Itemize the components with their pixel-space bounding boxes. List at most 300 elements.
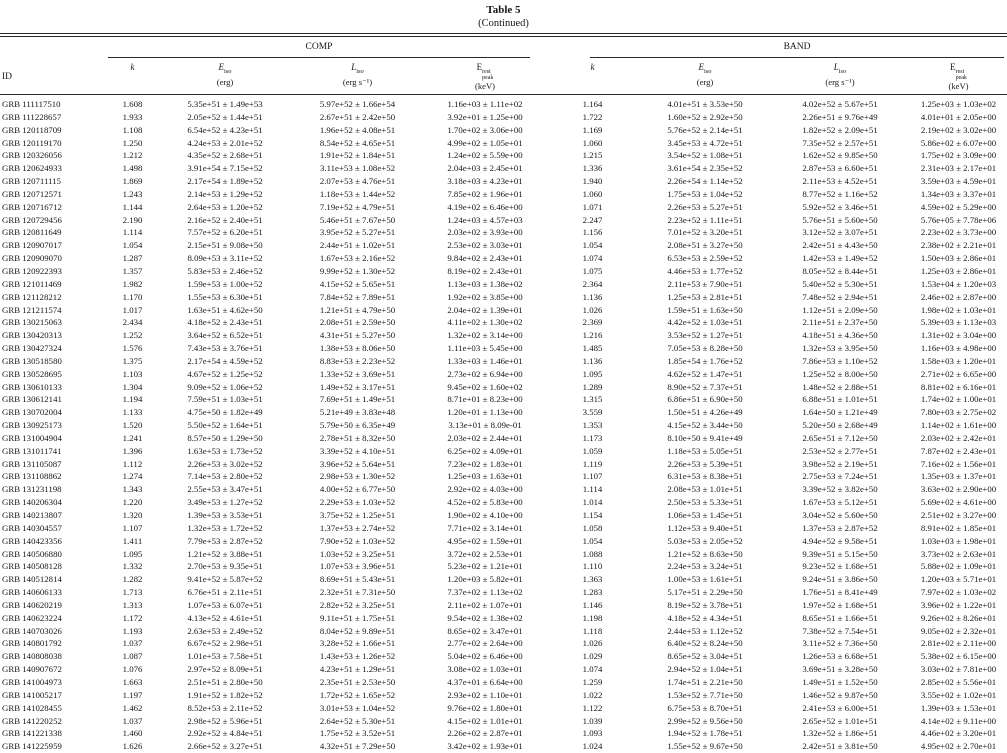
- comp-eiso: 8.57e+50 ± 1.29e+50: [187, 432, 263, 443]
- comp-liso: 9.99e+52 ± 1.30e+52: [319, 265, 396, 276]
- band-liso: 3.12e+52 ± 3.07e+51: [802, 227, 878, 238]
- comp-epeak: 1.20e+01 ± 1.13e+00: [447, 407, 523, 418]
- band-eiso: 2.99e+52 ± 9.56e+50: [667, 715, 743, 726]
- comp-k: 1.933: [122, 111, 143, 122]
- comp-epeak: 3.08e+02 ± 1.03e+01: [447, 664, 523, 675]
- grb-id: GRB 131004904: [2, 432, 62, 443]
- band-k: 1.485: [582, 343, 603, 354]
- band-liso: 1.97e+52 ± 1.68e+51: [802, 599, 878, 610]
- table-row: [0, 522, 1007, 535]
- comp-liso: 2.35e+51 ± 2.53e+50: [319, 676, 396, 687]
- band-eiso: 6.40e+52 ± 8.24e+50: [667, 638, 743, 649]
- comp-eiso: 2.15e+51 ± 9.08e+50: [187, 240, 263, 251]
- comp-liso: 2.98e+53 ± 1.30e+52: [319, 471, 396, 482]
- comp-eiso: 1.21e+52 ± 3.88e+51: [187, 548, 263, 559]
- comp-epeak: 3.92e+01 ± 1.25e+00: [447, 111, 523, 122]
- band-epeak: 1.25e+03 ± 1.03e+02: [920, 99, 997, 109]
- col-comp-eiso: $E_{iso}$ (erg): [160, 59, 290, 95]
- band-epeak: 5.86e+02 ± 6.07e+00: [920, 137, 997, 148]
- band-epeak: 1.39e+03 ± 1.53e+01: [920, 702, 997, 713]
- band-epeak: 1.53e+04 ± 1.20e+03: [920, 278, 997, 289]
- table-row: [0, 381, 1007, 394]
- grb-id: GRB 130215063: [2, 317, 62, 328]
- comp-liso: 7.19e+52 ± 4.79e+51: [319, 201, 396, 212]
- band-eiso: 6.31e+53 ± 8.38e+51: [667, 471, 743, 482]
- band-eiso: 6.75e+53 ± 8.70e+51: [667, 702, 743, 713]
- comp-liso: 3.75e+52 ± 1.25e+51: [319, 510, 396, 520]
- band-eiso: 3.61e+54 ± 2.35e+52: [667, 163, 743, 174]
- comp-epeak: 1.70e+02 ± 3.06e+00: [447, 124, 523, 135]
- comp-eiso: 2.05e+52 ± 1.44e+51: [187, 111, 263, 122]
- band-epeak: 2.31e+03 ± 2.17e+01: [920, 163, 997, 174]
- table-row: [0, 316, 1007, 329]
- comp-k: 1.320: [122, 510, 143, 520]
- comp-eiso: 1.55e+53 ± 6.30e+51: [187, 291, 263, 302]
- comp-liso: 1.03e+52 ± 3.25e+51: [319, 548, 396, 559]
- comp-eiso: 6.54e+52 ± 4.23e+51: [187, 124, 263, 135]
- comp-liso: 1.75e+52 ± 3.52e+51: [319, 728, 396, 739]
- table-row: [0, 265, 1007, 278]
- band-epeak: 7.80e+03 ± 2.75e+02: [920, 407, 997, 418]
- comp-epeak: 8.65e+02 ± 3.47e+01: [447, 625, 523, 636]
- comp-eiso: 3.49e+53 ± 1.27e+52: [187, 497, 263, 508]
- comp-liso: 3.95e+52 ± 5.27e+51: [319, 227, 396, 238]
- band-eiso: 4.46e+53 ± 1.77e+52: [667, 265, 743, 276]
- table-row: [0, 291, 1007, 304]
- band-liso: 7.38e+52 ± 7.54e+51: [802, 625, 878, 636]
- band-k: 1.353: [582, 420, 603, 431]
- comp-epeak: 1.11e+03 ± 5.45e+00: [447, 343, 523, 354]
- table-row: [0, 124, 1007, 137]
- grb-id: GRB 140304557: [2, 522, 62, 533]
- comp-eiso: 2.26e+53 ± 3.02e+52: [187, 458, 263, 469]
- comp-k: 1.460: [122, 728, 143, 739]
- grb-id: GRB 130925173: [2, 420, 62, 431]
- comp-epeak: 9.76e+02 ± 1.80e+01: [447, 702, 523, 713]
- band-k: 1.058: [582, 522, 603, 533]
- comp-eiso: 5.83e+53 ± 2.46e+52: [187, 265, 263, 276]
- comp-epeak: 5.04e+02 ± 6.46e+00: [447, 651, 523, 662]
- comp-k: 2.190: [122, 214, 143, 225]
- band-k: 1.039: [582, 715, 603, 726]
- comp-k: 1.713: [122, 587, 143, 598]
- grb-id: GRB 140703026: [2, 625, 62, 636]
- table-row: [0, 625, 1007, 638]
- band-liso: 1.42e+53 ± 1.49e+52: [802, 253, 878, 264]
- comp-k: 1.170: [122, 291, 143, 302]
- comp-k: 1.462: [122, 702, 143, 713]
- band-liso: 5.92e+52 ± 3.46e+51: [802, 201, 878, 212]
- table-row: [0, 727, 1007, 740]
- band-epeak: 1.74e+02 ± 1.00e+01: [920, 394, 997, 405]
- band-epeak: 5.76e+05 ± 7.78e+06: [920, 214, 997, 225]
- comp-liso: 1.18e+53 ± 1.44e+52: [319, 188, 396, 199]
- comp-epeak: 1.16e+03 ± 1.11e+02: [447, 99, 523, 109]
- comp-k: 1.663: [122, 676, 143, 687]
- grb-id: GRB 130612141: [2, 394, 62, 405]
- band-epeak: 4.46e+02 ± 3.20e+01: [920, 728, 997, 739]
- table-row: [0, 239, 1007, 252]
- comp-k: 1.304: [122, 381, 143, 392]
- comp-epeak: 7.71e+02 ± 3.14e+01: [447, 522, 523, 533]
- grb-id: GRB 121211574: [2, 304, 62, 315]
- grb-id: GRB 141004973: [2, 676, 62, 687]
- comp-k: 1.133: [122, 407, 143, 418]
- comp-k: 1.498: [122, 163, 143, 174]
- band-eiso: 2.11e+53 ± 7.90e+51: [667, 278, 743, 289]
- table-row: [0, 445, 1007, 458]
- comp-liso: 1.49e+52 ± 3.17e+51: [319, 381, 396, 392]
- band-k: 1.071: [582, 201, 603, 212]
- comp-liso: 3.39e+52 ± 4.10e+51: [319, 445, 396, 456]
- comp-eiso: 4.18e+52 ± 2.43e+51: [187, 317, 263, 328]
- band-eiso: 5.76e+52 ± 2.14e+51: [667, 124, 743, 135]
- grb-id: GRB 120716712: [2, 201, 62, 212]
- table-subtitle: (Continued): [478, 18, 529, 29]
- grb-id: GRB 140808038: [2, 651, 62, 662]
- table-row: [0, 355, 1007, 368]
- band-k: 1.283: [582, 587, 603, 598]
- comp-epeak: 1.33e+03 ± 1.46e+01: [447, 355, 523, 366]
- table-row: [0, 406, 1007, 419]
- table-row: [0, 573, 1007, 586]
- band-epeak: 3.73e+02 ± 2.63e+01: [920, 548, 997, 559]
- comp-eiso: 4.75e+50 ± 1.82e+49: [187, 407, 263, 418]
- band-k: 1.722: [582, 111, 603, 122]
- band-liso: 2.87e+53 ± 6.60e+51: [802, 163, 878, 174]
- grb-id: GRB 120922393: [2, 265, 62, 276]
- comp-epeak: 2.11e+02 ± 1.07e+01: [447, 599, 523, 610]
- table-row: [0, 137, 1007, 150]
- comp-epeak: 1.25e+03 ± 1.63e+01: [447, 471, 523, 482]
- comp-liso: 1.33e+52 ± 3.69e+51: [319, 368, 396, 379]
- band-k: 1.940: [582, 176, 603, 187]
- comp-epeak: 1.32e+02 ± 3.14e+00: [447, 330, 523, 341]
- band-eiso: 1.50e+51 ± 4.26e+49: [667, 407, 743, 418]
- comp-epeak: 7.85e+02 ± 1.96e+01: [447, 188, 523, 199]
- group-band-label: BAND: [590, 42, 1004, 58]
- band-k: 2.369: [582, 317, 603, 328]
- band-k: 1.122: [582, 702, 603, 713]
- comp-k: 1.076: [122, 664, 143, 675]
- comp-k: 1.220: [122, 497, 143, 508]
- band-liso: 1.32e+53 ± 3.95e+50: [802, 343, 878, 354]
- band-epeak: 1.03e+03 ± 1.98e+01: [920, 535, 997, 546]
- band-liso: 1.32e+52 ± 1.86e+51: [802, 728, 878, 739]
- band-eiso: 1.74e+51 ± 2.21e+50: [667, 676, 743, 687]
- band-eiso: 8.10e+50 ± 9.41e+49: [667, 432, 743, 443]
- band-eiso: 1.94e+52 ± 1.78e+51: [667, 728, 743, 739]
- comp-liso: 4.32e+51 ± 7.29e+50: [319, 741, 396, 752]
- band-epeak: 2.71e+02 ± 6.65e+00: [920, 368, 997, 379]
- band-k: 1.026: [582, 304, 603, 315]
- band-k: 1.093: [582, 728, 603, 739]
- band-k: 1.363: [582, 574, 603, 585]
- table-row: [0, 149, 1007, 162]
- comp-k: 1.252: [122, 330, 143, 341]
- band-epeak: 1.75e+02 ± 3.09e+00: [920, 150, 997, 161]
- band-epeak: 1.50e+03 ± 2.86e+01: [920, 253, 997, 264]
- band-liso: 4.18e+51 ± 4.36e+50: [802, 330, 878, 341]
- band-liso: 1.48e+52 ± 2.88e+51: [802, 381, 878, 392]
- comp-liso: 1.37e+53 ± 2.74e+52: [319, 522, 396, 533]
- band-epeak: 9.26e+02 ± 8.26e+01: [920, 612, 997, 623]
- band-epeak: 4.01e+01 ± 2.05e+00: [920, 111, 997, 122]
- col-id: ID: [0, 59, 105, 95]
- comp-k: 1.626: [122, 741, 143, 752]
- band-liso: 1.37e+53 ± 2.87e+52: [802, 522, 878, 533]
- comp-eiso: 9.41e+52 ± 5.87e+52: [187, 574, 263, 585]
- comp-epeak: 4.52e+02 ± 5.83e+00: [447, 497, 523, 508]
- band-liso: 1.12e+51 ± 2.09e+50: [802, 304, 878, 315]
- grb-id: GRB 140623224: [2, 612, 62, 623]
- band-liso: 3.69e+51 ± 3.28e+50: [802, 664, 878, 675]
- band-epeak: 4.59e+02 ± 5.29e+00: [920, 201, 997, 212]
- comp-k: 1.287: [122, 253, 143, 264]
- comp-k: 1.396: [122, 445, 143, 456]
- table-row: [0, 304, 1007, 317]
- band-k: 1.118: [582, 625, 603, 636]
- grb-id: GRB 120907017: [2, 240, 62, 251]
- band-epeak: 4.14e+02 ± 9.11e+00: [921, 715, 997, 726]
- table-row: [0, 483, 1007, 496]
- band-k: 1.164: [582, 99, 603, 109]
- band-eiso: 7.01e+52 ± 3.20e+51: [667, 227, 743, 238]
- comp-eiso: 6.67e+52 ± 2.98e+51: [187, 638, 263, 649]
- table-body: [0, 95, 1007, 753]
- grb-id: GRB 140213807: [2, 510, 62, 520]
- table-row: [0, 214, 1007, 227]
- grb-id: GRB 140907672: [2, 664, 62, 675]
- grb-id: GRB 121128212: [2, 291, 62, 302]
- comp-k: 1.576: [122, 343, 143, 354]
- comp-liso: 4.00e+52 ± 6.77e+50: [319, 484, 396, 495]
- comp-eiso: 1.32e+53 ± 1.72e+52: [187, 522, 263, 533]
- band-k: 1.075: [582, 265, 603, 276]
- band-epeak: 2.51e+02 ± 3.27e+00: [920, 510, 997, 520]
- comp-epeak: 6.25e+02 ± 4.09e+01: [447, 445, 523, 456]
- table-row: [0, 612, 1007, 625]
- band-epeak: 3.55e+02 ± 1.02e+01: [920, 689, 997, 700]
- comp-k: 1.114: [122, 227, 143, 238]
- comp-k: 1.212: [122, 150, 143, 161]
- band-epeak: 2.23e+02 ± 3.73e+00: [920, 227, 997, 238]
- comp-liso: 7.69e+51 ± 1.49e+51: [319, 394, 396, 405]
- comp-epeak: 1.90e+02 ± 4.10e+00: [447, 510, 523, 520]
- band-k: 2.247: [582, 214, 603, 225]
- comp-k: 1.193: [122, 625, 143, 636]
- band-epeak: 1.14e+02 ± 1.61e+00: [920, 420, 997, 431]
- band-k: 1.216: [582, 330, 603, 341]
- band-eiso: 2.94e+52 ± 1.04e+51: [667, 664, 743, 675]
- band-k: 1.060: [582, 137, 603, 148]
- comp-epeak: 3.42e+02 ± 1.93e+01: [447, 741, 523, 752]
- table-row: [0, 175, 1007, 188]
- table-row: [0, 393, 1007, 406]
- grb-spectral-table: [0, 37, 1007, 753]
- band-eiso: 2.26e+53 ± 5.27e+51: [667, 201, 743, 212]
- band-k: 1.022: [582, 689, 603, 700]
- comp-liso: 3.01e+53 ± 1.04e+52: [319, 702, 396, 713]
- band-eiso: 1.06e+53 ± 1.45e+51: [667, 510, 743, 520]
- table-row: [0, 548, 1007, 561]
- grb-id: GRB 131011741: [2, 445, 62, 456]
- comp-liso: 1.72e+52 ± 1.65e+52: [319, 689, 396, 700]
- band-k: 1.054: [582, 535, 603, 546]
- comp-k: 1.194: [122, 394, 143, 405]
- comp-epeak: 4.37e+01 ± 6.64e+00: [447, 676, 523, 687]
- band-k: 1.173: [582, 432, 603, 443]
- comp-eiso: 2.66e+52 ± 3.27e+51: [187, 741, 263, 752]
- table-row: [0, 650, 1007, 663]
- comp-liso: 4.23e+51 ± 1.29e+51: [319, 664, 396, 675]
- comp-k: 1.017: [122, 304, 143, 315]
- comp-epeak: 9.45e+02 ± 1.60e+02: [447, 381, 523, 392]
- comp-liso: 2.08e+51 ± 2.59e+50: [319, 317, 396, 328]
- comp-k: 1.343: [122, 484, 143, 495]
- band-liso: 2.65e+51 ± 7.12e+50: [802, 432, 878, 443]
- table-row: [0, 599, 1007, 612]
- comp-k: 1.197: [122, 689, 143, 700]
- grb-id: GRB 120811649: [2, 227, 62, 238]
- grb-id: GRB 120909070: [2, 253, 62, 264]
- comp-eiso: 2.17e+54 ± 4.59e+52: [187, 355, 263, 366]
- band-liso: 8.05e+52 ± 8.44e+51: [802, 265, 878, 276]
- band-liso: 7.35e+52 ± 2.57e+51: [802, 137, 878, 148]
- comp-eiso: 3.91e+54 ± 7.15e+52: [187, 163, 263, 174]
- band-liso: 2.75e+53 ± 7.24e+51: [802, 471, 878, 482]
- grb-id: GRB 140508128: [2, 561, 62, 572]
- band-epeak: 8.91e+02 ± 1.85e+01: [920, 522, 997, 533]
- band-liso: 2.65e+52 ± 1.01e+51: [802, 715, 878, 726]
- comp-epeak: 1.13e+03 ± 1.38e+02: [447, 278, 523, 289]
- table-row: [0, 162, 1007, 175]
- comp-liso: 5.21e+49 ± 3.83e+48: [319, 407, 396, 418]
- col-band-eiso: $E_{iso}$ (erg): [640, 59, 770, 95]
- col-band-liso: $L_{iso}$ (erg s⁻¹): [770, 59, 910, 95]
- table-row: [0, 715, 1007, 728]
- comp-liso: 3.96e+52 ± 5.64e+51: [319, 458, 396, 469]
- comp-epeak: 4.95e+02 ± 1.59e+01: [447, 535, 523, 546]
- table-row: [0, 676, 1007, 689]
- band-epeak: 2.03e+02 ± 2.42e+01: [920, 432, 997, 443]
- band-liso: 5.20e+50 ± 2.68e+49: [802, 420, 878, 431]
- band-k: 1.336: [582, 163, 603, 174]
- grb-id: GRB 120711115: [2, 176, 61, 187]
- group-spacer: [0, 37, 105, 59]
- comp-eiso: 1.63e+51 ± 4.62e+50: [187, 304, 263, 315]
- group-comp: [105, 37, 545, 59]
- band-liso: 3.39e+52 ± 3.82e+50: [802, 484, 878, 495]
- band-k: 1.060: [582, 188, 603, 199]
- group-band: [545, 37, 1007, 59]
- comp-eiso: 1.59e+53 ± 1.00e+52: [187, 278, 263, 289]
- comp-epeak: 3.18e+03 ± 4.23e+01: [447, 176, 523, 187]
- table-title: Table 5: [486, 4, 521, 16]
- comp-eiso: 7.59e+51 ± 1.03e+51: [187, 394, 263, 405]
- comp-k: 1.250: [122, 137, 143, 148]
- comp-eiso: 7.57e+52 ± 6.20e+51: [187, 227, 263, 238]
- comp-epeak: 2.04e+03 ± 2.45e+01: [447, 163, 523, 174]
- band-liso: 1.46e+52 ± 9.87e+50: [802, 689, 878, 700]
- group-comp-label: COMP: [108, 42, 530, 58]
- grb-id: GRB 140801792: [2, 638, 62, 649]
- table-row: [0, 329, 1007, 342]
- grb-id: GRB 130702004: [2, 407, 62, 418]
- comp-eiso: 4.24e+53 ± 2.01e+52: [187, 137, 263, 148]
- band-liso: 5.76e+51 ± 5.60e+50: [802, 214, 878, 225]
- comp-k: 1.095: [122, 548, 143, 559]
- band-liso: 9.23e+52 ± 1.68e+51: [802, 561, 878, 572]
- table-row: [0, 419, 1007, 432]
- grb-id: GRB 131108862: [2, 471, 62, 482]
- comp-eiso: 3.64e+52 ± 6.52e+51: [187, 330, 263, 341]
- grb-id: GRB 131231198: [2, 484, 62, 495]
- band-eiso: 4.42e+52 ± 1.03e+51: [667, 317, 743, 328]
- band-liso: 6.88e+51 ± 1.01e+51: [802, 394, 878, 405]
- comp-eiso: 8.09e+53 ± 3.11e+52: [187, 253, 263, 264]
- grb-id: GRB 120729456: [2, 214, 62, 225]
- comp-epeak: 1.20e+03 ± 5.82e+01: [447, 574, 523, 585]
- col-comp-epeak: E rest peak (keV): [425, 59, 545, 95]
- table-row: [0, 663, 1007, 676]
- grb-id: GRB 140606133: [2, 587, 62, 598]
- band-liso: 8.77e+52 ± 1.16e+52: [802, 188, 878, 199]
- comp-eiso: 2.51e+51 ± 2.80e+50: [187, 676, 263, 687]
- comp-liso: 2.29e+53 ± 1.03e+52: [319, 497, 396, 508]
- band-epeak: 9.05e+02 ± 2.32e+01: [920, 625, 997, 636]
- comp-liso: 8.83e+53 ± 2.23e+52: [319, 355, 396, 366]
- comp-k: 1.982: [122, 278, 143, 289]
- band-k: 1.074: [582, 664, 603, 675]
- comp-k: 1.357: [122, 265, 143, 276]
- band-eiso: 2.44e+53 ± 1.12e+52: [667, 625, 743, 636]
- col-band-epeak: E rest peak (keV): [910, 59, 1007, 95]
- band-epeak: 1.35e+03 ± 1.37e+01: [920, 471, 997, 482]
- comp-k: 1.241: [122, 432, 143, 443]
- comp-liso: 2.67e+51 ± 2.42e+50: [319, 111, 396, 122]
- table-row: [0, 226, 1007, 239]
- band-eiso: 1.55e+52 ± 9.67e+50: [667, 741, 743, 752]
- band-liso: 2.26e+51 ± 9.76e+49: [802, 111, 878, 122]
- band-epeak: 2.38e+02 ± 2.21e+01: [920, 240, 997, 251]
- band-eiso: 1.85e+54 ± 1.76e+52: [667, 355, 743, 366]
- band-epeak: 5.39e+03 ± 1.13e+03: [920, 317, 997, 328]
- band-k: 1.259: [582, 676, 603, 687]
- band-eiso: 2.50e+53 ± 5.33e+51: [667, 497, 743, 508]
- comp-eiso: 5.50e+52 ± 1.64e+51: [187, 420, 263, 431]
- table-row: [0, 252, 1007, 265]
- col-comp-liso: $L_{iso}$ (erg s⁻¹): [290, 59, 425, 95]
- band-epeak: 5.69e+02 ± 4.61e+00: [920, 497, 997, 508]
- comp-eiso: 8.52e+53 ± 2.11e+52: [187, 702, 263, 713]
- band-epeak: 1.20e+03 ± 5.71e+01: [920, 574, 997, 585]
- grb-id: GRB 130427324: [2, 343, 62, 354]
- band-epeak: 5.88e+02 ± 1.09e+01: [920, 561, 997, 572]
- comp-k: 1.282: [122, 574, 143, 585]
- band-k: 1.156: [582, 227, 603, 238]
- band-epeak: 7.16e+02 ± 1.56e+01: [920, 458, 997, 469]
- comp-epeak: 2.73e+02 ± 6.94e+00: [447, 368, 523, 379]
- band-eiso: 3.45e+53 ± 4.72e+51: [667, 137, 743, 148]
- band-eiso: 4.18e+52 ± 4.34e+51: [667, 612, 743, 623]
- comp-eiso: 4.67e+52 ± 1.25e+52: [187, 368, 263, 379]
- band-eiso: 1.00e+53 ± 1.61e+51: [667, 574, 743, 585]
- band-k: 1.095: [582, 368, 603, 379]
- band-k: 1.169: [582, 124, 603, 135]
- band-liso: 5.40e+52 ± 5.30e+51: [802, 278, 878, 289]
- table-row: [0, 689, 1007, 702]
